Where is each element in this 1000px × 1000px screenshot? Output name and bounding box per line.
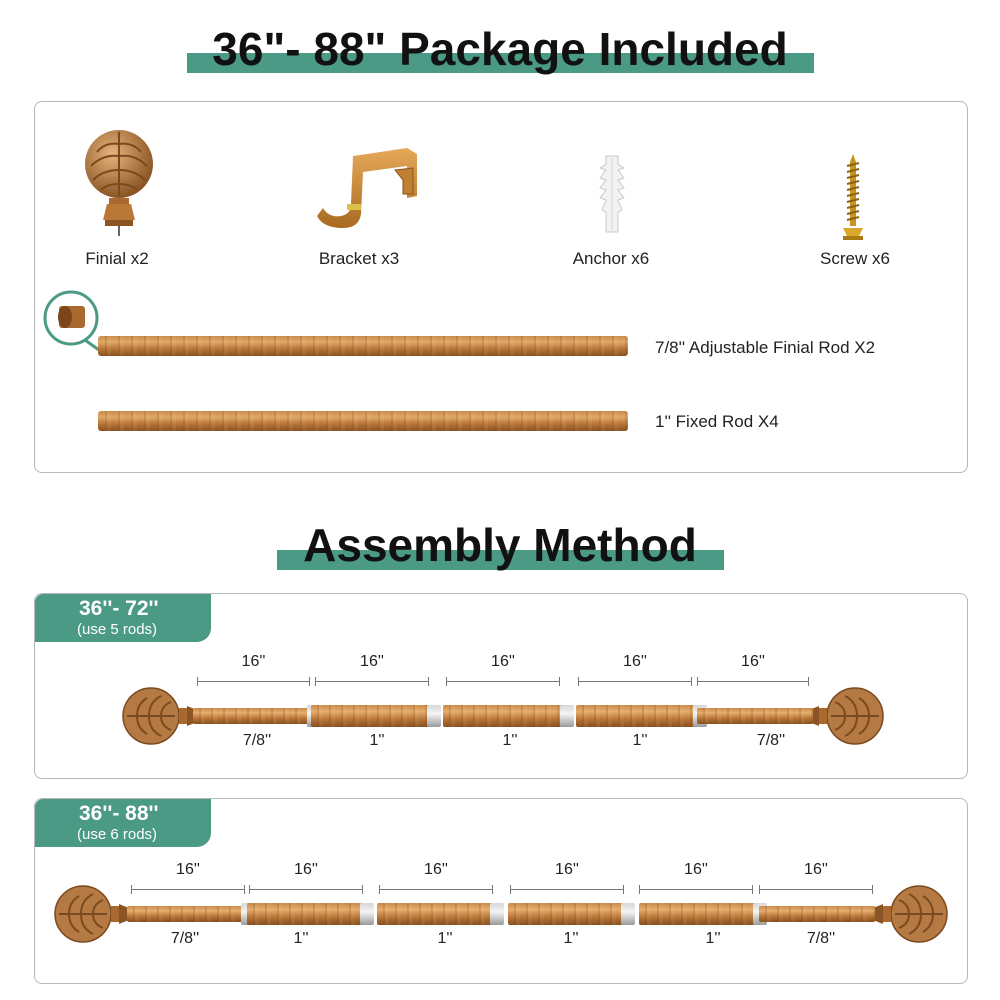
bracket-label: Bracket x3 <box>318 249 400 268</box>
dimension-line <box>639 889 753 890</box>
dimension-line <box>197 681 310 682</box>
segment-diameter-label: 1'' <box>632 732 648 749</box>
segment-diameter-label: 1'' <box>369 732 385 749</box>
rod-connector <box>560 705 574 727</box>
finial-icon <box>121 686 199 746</box>
rod-segment <box>759 906 875 922</box>
rod-count-note: (use 6 rods) <box>77 826 158 843</box>
anchor-label: Anchor x6 <box>572 249 650 268</box>
assembly-panel-5-rods <box>34 593 968 779</box>
rod-segment <box>127 906 243 922</box>
package-title: 36"- 88" Package Included <box>212 23 788 75</box>
dimension-line <box>131 889 245 890</box>
screw-icon <box>841 152 865 244</box>
rod-segment <box>311 705 429 727</box>
segment-length-label: 16'' <box>741 653 765 670</box>
segment-length-label: 16'' <box>360 653 384 670</box>
rod-segment <box>247 903 362 925</box>
package-heading <box>0 20 1000 80</box>
segment-length-label: 16'' <box>424 861 448 878</box>
finial-icon <box>807 686 885 746</box>
segment-length-label: 16'' <box>491 653 515 670</box>
rod-segment <box>193 708 309 724</box>
dimension-line <box>578 681 692 682</box>
dimension-line <box>379 889 493 890</box>
segment-diameter-label: 7/8'' <box>756 732 786 749</box>
rod-segment <box>508 903 623 925</box>
dimension-line <box>446 681 560 682</box>
package-panel <box>34 101 968 473</box>
rod-connector <box>490 903 504 925</box>
assembly-title: Assembly Method <box>303 519 697 571</box>
finial-icon <box>53 884 131 944</box>
range-tag <box>35 799 211 847</box>
rod-segment <box>377 903 492 925</box>
segment-length-label: 16'' <box>241 653 266 670</box>
segment-length-label: 16'' <box>804 861 828 878</box>
dimension-line <box>249 889 363 890</box>
adjustable-finial-rod <box>98 336 628 356</box>
segment-diameter-label: 1'' <box>502 732 518 749</box>
rod-segment <box>443 705 562 727</box>
dimension-line <box>510 889 624 890</box>
rod-connector <box>621 903 635 925</box>
rod-connector <box>360 903 374 925</box>
dimension-line <box>697 681 809 682</box>
fixed-rod <box>98 411 628 431</box>
range-tag <box>35 594 211 642</box>
finial-label: Finial x2 <box>85 249 149 268</box>
assembly-heading <box>0 516 1000 576</box>
adjustable-rod-label: 7/8'' Adjustable Finial Rod X2 <box>655 338 876 357</box>
rod-segment <box>697 708 813 724</box>
segment-length-label: 16'' <box>684 861 708 878</box>
segment-diameter-label: 1'' <box>437 930 453 947</box>
segment-diameter-label: 7/8'' <box>170 930 200 947</box>
finial-icon <box>871 884 949 944</box>
anchor-icon <box>596 152 628 236</box>
assembly-panel-6-rods <box>34 798 968 984</box>
segment-diameter-label: 1'' <box>563 930 579 947</box>
segment-diameter-label: 1'' <box>293 930 309 947</box>
fixed-rod-label: 1'' Fixed Rod X4 <box>655 412 779 431</box>
segment-diameter-label: 1'' <box>705 930 721 947</box>
range-label: 36''- 88'' <box>79 802 159 825</box>
bracket-icon <box>313 146 425 232</box>
segment-length-label: 16'' <box>294 861 318 878</box>
screw-label: Screw x6 <box>820 249 890 268</box>
finial-icon <box>83 128 155 238</box>
dimension-line <box>315 681 429 682</box>
rod-connector <box>427 705 441 727</box>
segment-length-label: 16'' <box>176 861 200 878</box>
segment-diameter-label: 7/8'' <box>242 732 272 749</box>
segment-length-label: 16'' <box>623 653 647 670</box>
rod-segment <box>576 705 695 727</box>
rod-segment <box>639 903 755 925</box>
dimension-line <box>759 889 873 890</box>
rod-count-note: (use 5 rods) <box>77 621 158 638</box>
range-label: 36''- 72'' <box>79 597 159 620</box>
segment-length-label: 16'' <box>555 861 579 878</box>
segment-diameter-label: 7/8'' <box>806 930 836 947</box>
